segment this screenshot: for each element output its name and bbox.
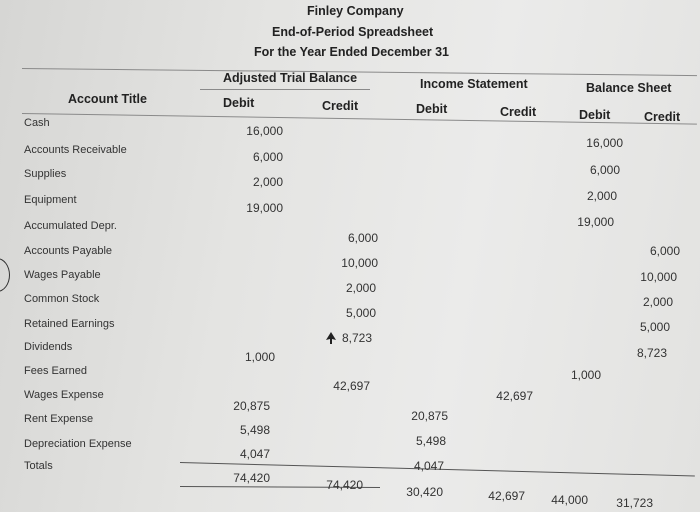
account-label: Wages Payable	[24, 269, 101, 281]
header-top-rule	[22, 68, 697, 76]
atb-debit-cell: 5,498	[239, 423, 270, 437]
atb-credit-cell: 8,723	[341, 331, 372, 345]
is-debit-total: 30,420	[406, 485, 443, 499]
company-name: Finley Company	[307, 4, 404, 18]
atb-debit-cell: 6,000	[252, 150, 283, 164]
account-label: Accounts Payable	[24, 245, 113, 257]
atb-credit-cell: 6,000	[347, 231, 378, 245]
totals-label: Totals	[24, 460, 53, 472]
atb-credit-cell: 2,000	[345, 281, 376, 295]
account-label: Accounts Receivable	[24, 144, 127, 156]
atb-debit-cell: 2,000	[252, 175, 283, 189]
account-label: Depreciation Expense	[24, 438, 132, 450]
atb-debit-cell: 19,000	[246, 201, 283, 215]
bs-credit-cell: 6,000	[649, 244, 680, 258]
atb-underline	[200, 89, 370, 90]
bs-credit-cell: 2,000	[642, 295, 673, 309]
account-label: Wages Expense	[24, 389, 104, 401]
account-title-header: Account Title	[68, 92, 147, 106]
bs-header: Balance Sheet	[586, 81, 672, 95]
bs-debit-header: Debit	[579, 108, 611, 122]
circle-annotation-icon	[0, 258, 10, 292]
atb-credit-header: Credit	[322, 99, 359, 113]
is-debit-cell: 4,047	[413, 459, 444, 473]
bs-debit-cell: 19,000	[577, 215, 614, 229]
atb-debit-cell: 1,000	[244, 350, 275, 364]
is-debit-cell: 20,875	[411, 409, 448, 423]
atb-credit-total: 74,420	[326, 478, 363, 492]
bs-credit-cell: 10,000	[640, 270, 677, 284]
bs-credit-header: Credit	[644, 110, 681, 124]
atb-credit-cell: 5,000	[345, 306, 376, 320]
bs-debit-cell: 16,000	[586, 136, 623, 150]
is-credit-total: 42,697	[488, 489, 525, 503]
bs-debit-cell: 2,000	[586, 189, 617, 203]
bs-debit-total: 44,000	[551, 493, 588, 507]
bs-credit-cell: 8,723	[636, 346, 667, 360]
report-title: End-of-Period Spreadsheet	[272, 25, 434, 39]
account-label: Rent Expense	[24, 413, 94, 425]
account-label: Accumulated Depr.	[24, 220, 117, 232]
bs-debit-cell: 1,000	[570, 368, 601, 382]
atb-debit-header: Debit	[223, 96, 255, 110]
atb-debit-total: 74,420	[233, 471, 270, 485]
is-credit-cell: 42,697	[496, 389, 533, 403]
is-header: Income Statement	[420, 77, 528, 91]
bs-credit-total: 31,723	[616, 496, 653, 510]
account-label: Retained Earnings	[24, 318, 115, 330]
bs-debit-cell: 6,000	[589, 163, 620, 177]
atb-header: Adjusted Trial Balance	[223, 71, 358, 85]
account-label: Dividends	[24, 341, 73, 353]
account-label: Supplies	[24, 168, 67, 180]
atb-debit-cell: 16,000	[246, 124, 283, 138]
atb-credit-cell: 10,000	[341, 256, 378, 270]
account-label: Cash	[24, 117, 50, 129]
report-period: For the Year Ended December 31	[254, 45, 449, 59]
account-label: Common Stock	[24, 293, 100, 305]
atb-debit-cell: 20,875	[233, 399, 270, 413]
atb-credit-cell: 42,697	[333, 379, 370, 393]
account-label: Fees Earned	[24, 365, 87, 377]
bs-credit-cell: 5,000	[639, 320, 670, 334]
is-credit-header: Credit	[500, 105, 537, 119]
mouse-cursor-icon	[326, 332, 336, 344]
atb-debit-cell: 4,047	[239, 447, 270, 461]
is-debit-cell: 5,498	[415, 434, 446, 448]
is-debit-header: Debit	[416, 102, 448, 116]
account-label: Equipment	[24, 194, 77, 206]
